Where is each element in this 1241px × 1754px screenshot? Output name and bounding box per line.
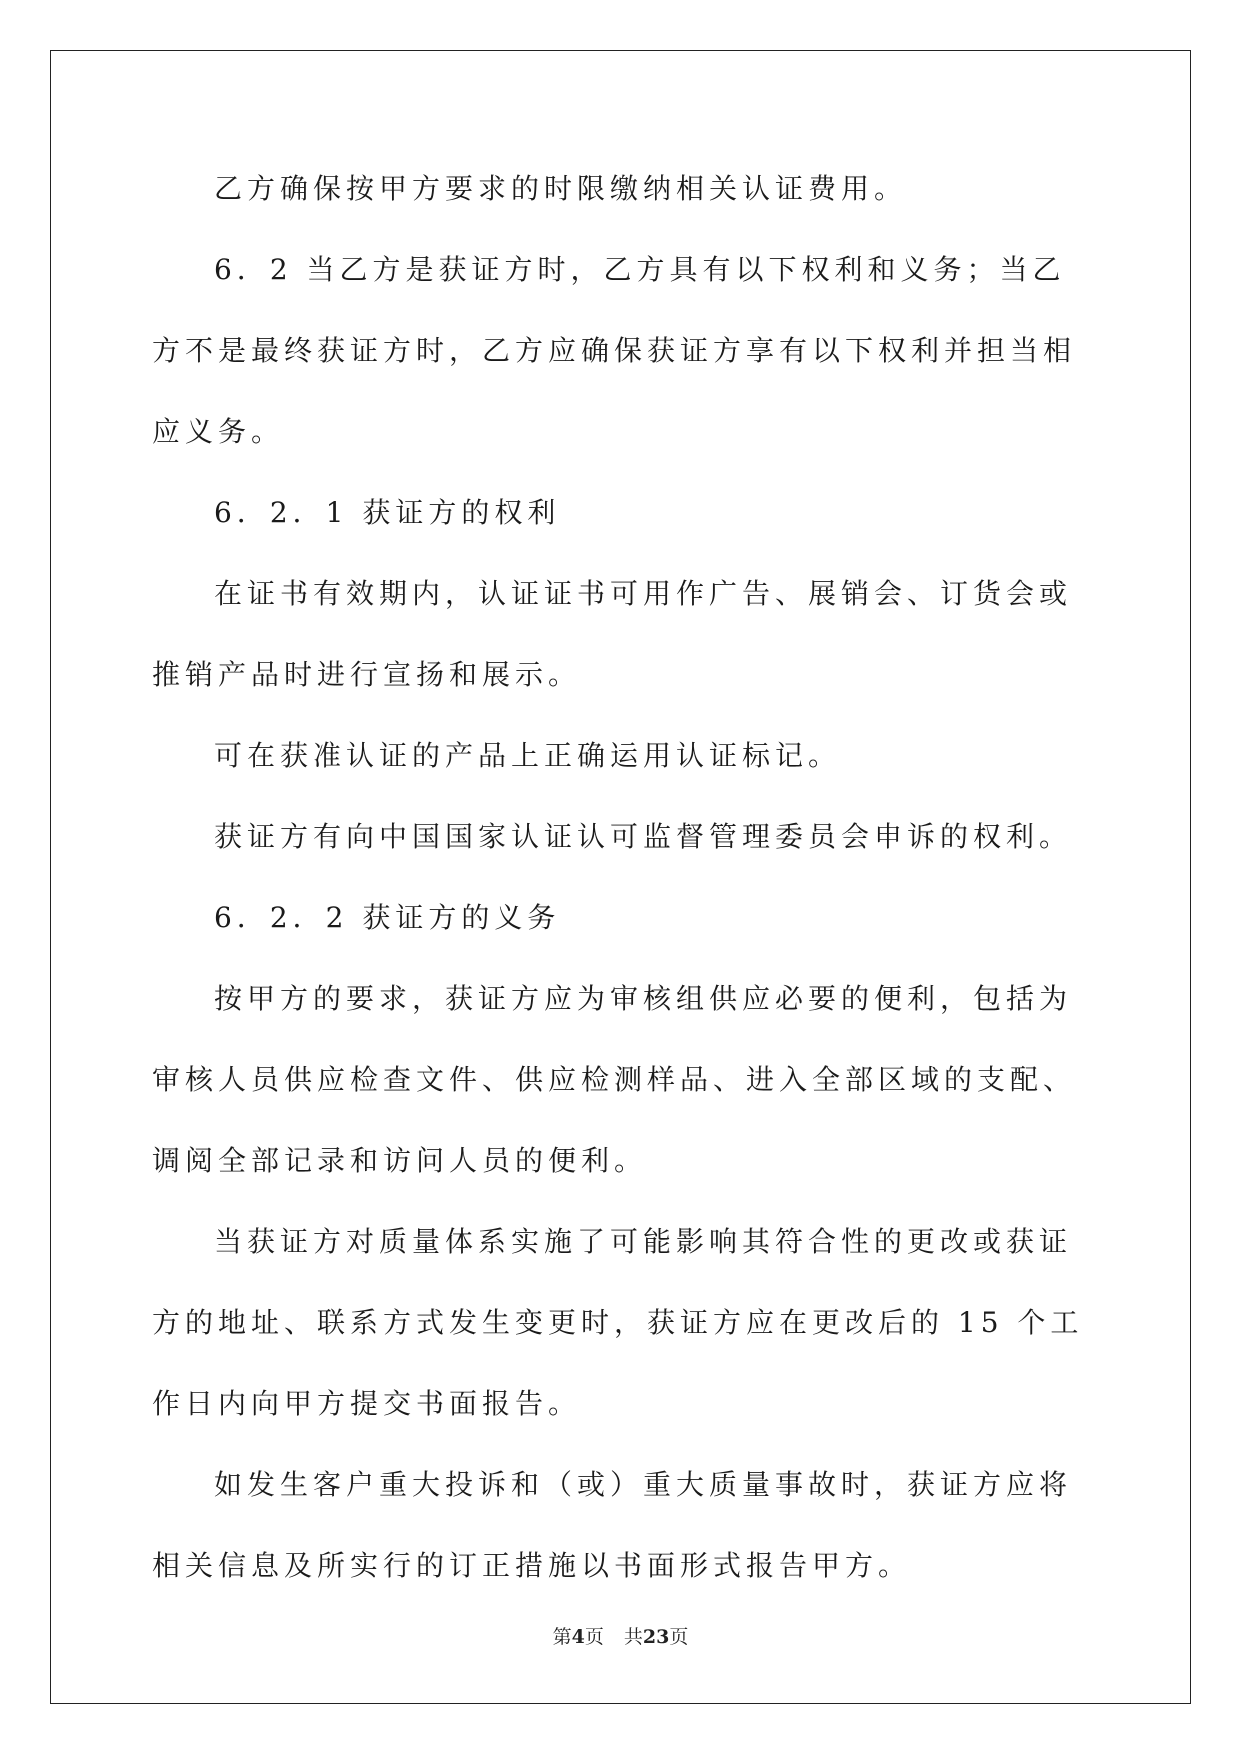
total-prefix: 共 — [623, 1626, 643, 1648]
paragraph: 6．2 当乙方是获证方时，乙方具有以下权利和义务；当乙方不是最终获证方时，乙方应确保获证方享有以下权利并担当相应义务。 — [152, 253, 1077, 448]
paragraph: 获证方有向中国国家认证认可监督管理委员会申诉的权利。 — [214, 820, 1073, 853]
page-prefix: 第 — [552, 1626, 572, 1648]
paragraph: 乙方确保按甲方要求的时限缴纳相关认证费用。 — [214, 172, 908, 205]
total-suffix: 页 — [669, 1626, 689, 1648]
paragraph: 可在获准认证的产品上正确运用认证标记。 — [214, 739, 842, 772]
paragraph: 当获证方对质量体系实施了可能影响其符合性的更改或获证方的地址、联系方式发生变更时，获证方应在更改后的 15 个工作日内向甲方提交书面报告。 — [152, 1225, 1084, 1420]
document-body — [152, 148, 1092, 1606]
section-heading: 6．2．2 获证方的义务 — [214, 901, 561, 934]
paragraph: 在证书有效期内，认证证书可用作广告、展销会、订货会或推销产品时进行宣扬和展示。 — [152, 577, 1073, 691]
section-heading: 6．2．1 获证方的权利 — [214, 496, 561, 529]
total-pages: 23 — [642, 1626, 670, 1648]
paragraph: 如发生客户重大投诉和（或）重大质量事故时，获证方应将相关信息及所实行的订正措施以书面形式报告甲方。 — [152, 1468, 1073, 1582]
page-suffix: 页 — [584, 1626, 604, 1648]
paragraph: 按甲方的要求，获证方应为审核组供应必要的便利，包括为审核人员供应检查文件、供应检测样品、进入全部区域的支配、调阅全部记录和访问人员的便利。 — [152, 982, 1077, 1177]
page-footer — [0, 1622, 1241, 1649]
page-number: 4 — [571, 1626, 585, 1648]
